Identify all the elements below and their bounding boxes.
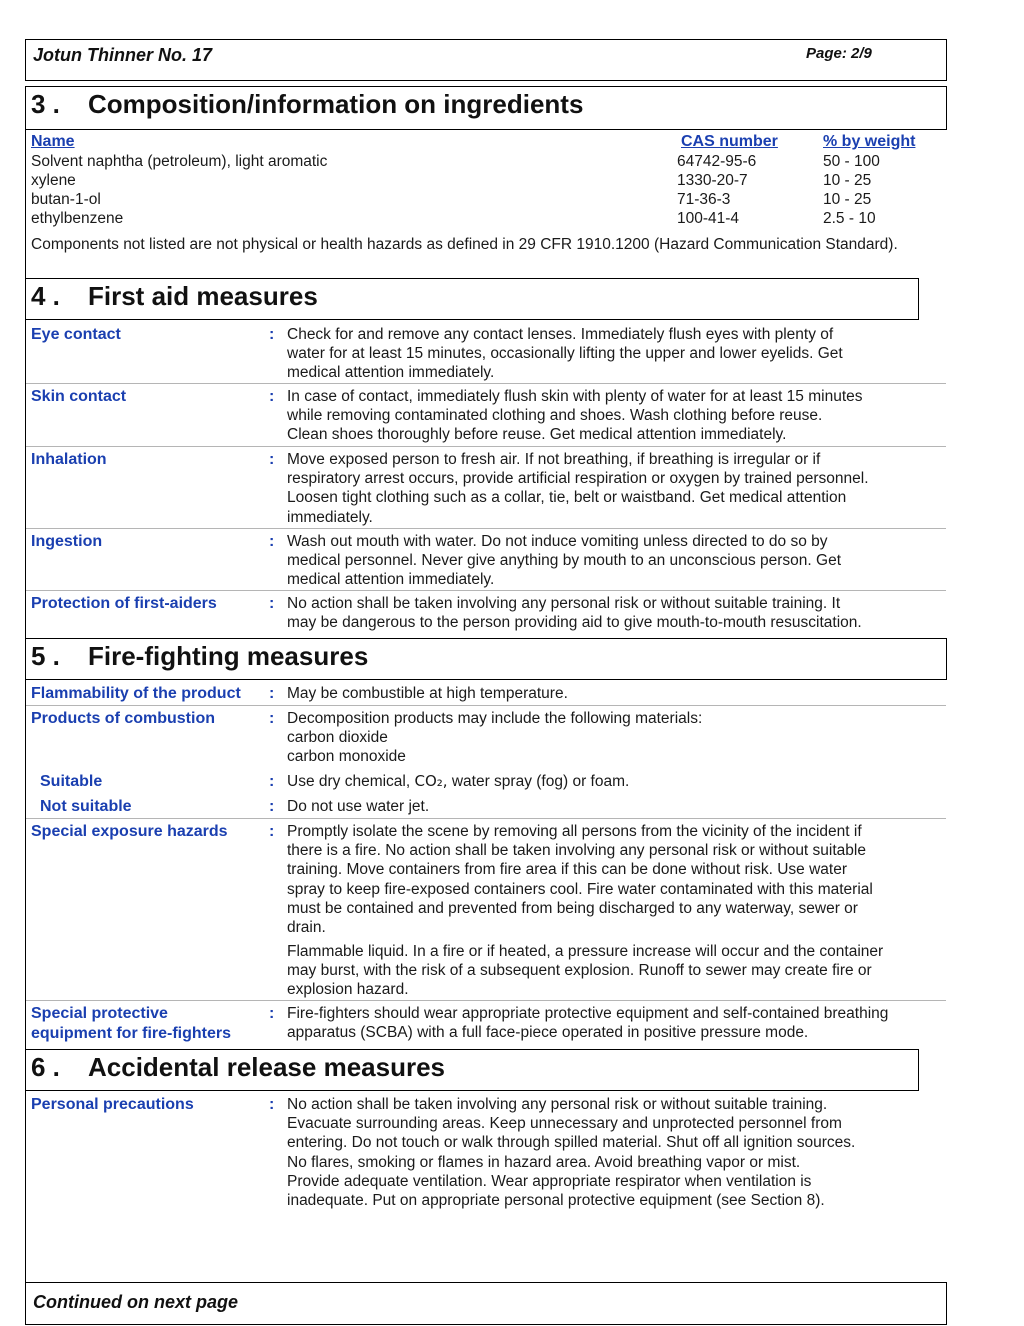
combustion-text: Decomposition products may include the following materials: carbon dioxide carbon monoxide [287, 710, 703, 766]
skin-contact-text: In case of contact, immediately flush skin with plenty of water for at least 15 minutes while removing contaminated clothing and shoes. Wash clothing before reuse. Clean shoes thoroughly before reuse. Get medical attention immediately. [287, 388, 863, 444]
eye-contact-label: Eye contact [31, 326, 121, 343]
document-title: Jotun Thinner No. 17 [33, 45, 213, 65]
colon: : [269, 595, 275, 612]
ingredient-cas: 1330-20-7 [677, 172, 748, 189]
section-number: 6 . [31, 1052, 60, 1082]
eye-contact-text: Check for and remove any contact lenses. Immediately flush eyes with plenty of water for at least 15 minutes, occasionally lifting the upper and lower eyelids. Get medical attention immediately. [287, 326, 843, 382]
colon: : [269, 388, 275, 405]
col-header-cas: CAS number [681, 133, 778, 150]
divider [26, 528, 946, 529]
ingredient-cas: 100-41-4 [677, 210, 740, 227]
colon: : [269, 1096, 275, 1113]
personal-precautions-label: Personal precautions [31, 1096, 194, 1113]
ingredient-cas: 71-36-3 [677, 191, 731, 208]
colon: : [269, 798, 275, 815]
page-number: Page: 2/9 [806, 45, 872, 62]
suitable-label: Suitable [40, 773, 103, 790]
colon: : [269, 451, 275, 468]
section-6-header [25, 1049, 919, 1091]
ingestion-text: Wash out mouth with water. Do not induce vomiting unless directed to do so by medical personnel. Never give anything by mouth to an unconscious person. Get medical attention immediately. [287, 533, 842, 589]
section-title: Accidental release measures [88, 1052, 445, 1082]
divider [26, 383, 946, 384]
colon: : [269, 710, 275, 727]
flammable-liquid-text: Flammable liquid. In a fire or if heated, a pressure increase will occur and the container may burst, with the risk of a subsequent explosion. Runoff to sewer may create fire or explosion hazard. [287, 943, 884, 999]
special-hazards-text: Promptly isolate the scene by removing all persons from the vicinity of the incident if there is a fire. No action shall be taken involving any personal risk or without suitable training. Move containers from fire area if this can be done without risk. Use water spray to keep fire-exposed containers cool. Fire water contaminated with this material must be contained and prevented from being discharged to any waterway, sewer or drain. [287, 823, 873, 937]
section-5-header [25, 638, 947, 680]
left-border [25, 680, 26, 1049]
colon: : [269, 773, 275, 790]
colon: : [269, 1005, 275, 1022]
ingredient-weight: 10 - 25 [823, 191, 872, 208]
divider [26, 446, 946, 447]
ingredient-name: xylene [31, 172, 76, 189]
section-number: 5 . [31, 641, 60, 671]
flammability-text: May be combustible at high temperature. [287, 685, 568, 702]
divider [26, 590, 946, 591]
colon: : [269, 823, 275, 840]
ingredient-name: Solvent naphtha (petroleum), light aromatic [31, 153, 328, 170]
special-equipment-text: Fire-fighters should wear appropriate protective equipment and self-contained breathing apparatus (SCBA) with a full face-piece operated in positive pressure mode. [287, 1005, 889, 1042]
ingredient-name: butan-1-ol [31, 191, 101, 208]
section-number: 3 . [31, 89, 60, 119]
section-title: First aid measures [88, 281, 318, 311]
divider [26, 818, 946, 819]
ingredient-cas: 64742-95-6 [677, 153, 757, 170]
co2-formula: CO₂, [414, 772, 448, 790]
section-number: 4 . [31, 281, 60, 311]
colon: : [269, 533, 275, 550]
ingestion-label: Ingestion [31, 533, 103, 550]
inhalation-label: Inhalation [31, 451, 107, 468]
section-title: Composition/information on ingredients [88, 89, 584, 119]
section-title: Fire-fighting measures [88, 641, 369, 671]
section-4-header [25, 278, 919, 320]
left-border [25, 130, 26, 278]
col-header-name: Name [31, 133, 75, 150]
section-3-header [25, 86, 947, 130]
ingredient-weight: 50 - 100 [823, 153, 880, 170]
continued-label: Continued on next page [33, 1292, 238, 1312]
left-border [25, 1091, 26, 1282]
suitable-text: Use dry chemical, CO₂, water spray (fog) or foam. [287, 772, 630, 790]
col-header-weight: % by weight [823, 133, 916, 150]
page-header [25, 39, 947, 81]
not-suitable-label: Not suitable [40, 798, 132, 815]
ingredient-weight: 10 - 25 [823, 172, 872, 189]
inhalation-text: Move exposed person to fresh air. If not breathing, if breathing is irregular or if respiratory arrest occurs, provide artificial respiration or oxygen by trained personnel. Loosen tight clothing such as a collar, tie, belt or waistband. Get medical attention immediately. [287, 451, 869, 526]
special-hazards-label: Special exposure hazards [31, 823, 228, 840]
colon: : [269, 326, 275, 343]
special-equipment-label: Special protective equipment for fire-fighters [31, 1005, 232, 1042]
components-note: Components not listed are not physical or health hazards as defined in 29 CFR 1910.1200 (Hazard Communication Standard). [31, 236, 898, 253]
ingredient-weight: 2.5 - 10 [823, 210, 876, 227]
flammability-label: Flammability of the product [31, 685, 241, 702]
ingredient-name: ethylbenzene [31, 210, 124, 227]
divider [26, 1000, 946, 1001]
first-aiders-text: No action shall be taken involving any personal risk or without suitable training. It may be dangerous to the person providing aid to give mouth-to-mouth resuscitation. [287, 595, 862, 632]
colon: : [269, 685, 275, 702]
first-aiders-label: Protection of first-aiders [31, 595, 217, 612]
personal-precautions-text: No action shall be taken involving any personal risk or without suitable training. Evacuate surrounding areas. Keep unnecessary and unprotected personnel from entering. Do not touch or walk through spilled material. Shut off all ignition sources. No flares, smoking or flames in hazard area. Avoid breathing vapor or mist. Provide adequate ventilation. Wear appropriate respirator when ventilation is inadequate. Put on appropriate personal protective equipment (see Section 8). [287, 1096, 856, 1210]
not-suitable-text: Do not use water jet. [287, 798, 430, 815]
page-footer [25, 1282, 947, 1325]
skin-contact-label: Skin contact [31, 388, 127, 405]
divider [26, 705, 946, 706]
combustion-label: Products of combustion [31, 710, 215, 727]
